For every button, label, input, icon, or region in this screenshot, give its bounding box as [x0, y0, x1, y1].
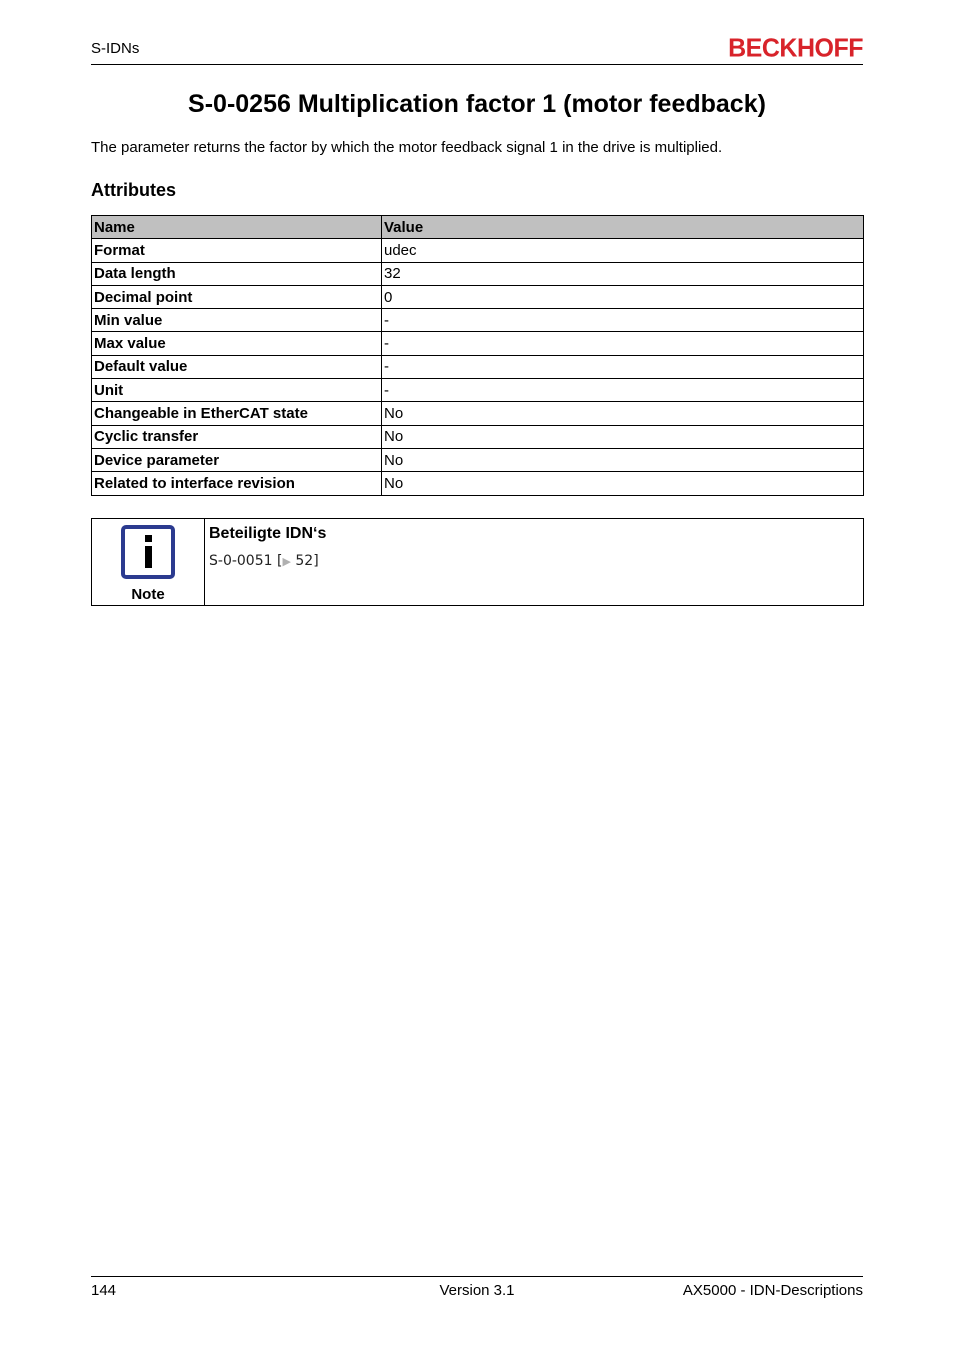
attribute-name: Changeable in EtherCAT state: [92, 402, 382, 425]
reference-idn-link[interactable]: S-0-0051: [209, 553, 273, 569]
attribute-value: -: [382, 355, 864, 378]
info-icon: [121, 525, 175, 579]
attribute-name: Unit: [92, 379, 382, 402]
page-title: S-0-0256 Multiplication factor 1 (motor feedback): [188, 90, 766, 118]
note-box: [91, 518, 864, 606]
page-number: 144: [91, 1282, 117, 1299]
version-label: Version 3.1: [439, 1282, 515, 1299]
attribute-value: -: [382, 379, 864, 402]
table-row: [92, 448, 864, 471]
note-title: Beteiligte IDN‘s: [209, 525, 327, 542]
section-name: S-IDNs: [91, 40, 140, 57]
attribute-value: No: [382, 402, 864, 425]
table-header-row: [92, 216, 864, 239]
attribute-name: Related to interface revision: [92, 472, 382, 495]
attribute-value: 0: [382, 285, 864, 308]
attribute-name: Device parameter: [92, 448, 382, 471]
attribute-name: Data length: [92, 262, 382, 285]
column-header-value: Value: [382, 216, 864, 239]
attributes-table: [91, 215, 864, 496]
table-row: [92, 355, 864, 378]
table-row: [92, 309, 864, 332]
beckhoff-logo: BECKHOFF: [728, 33, 863, 63]
table-row: [92, 402, 864, 425]
attribute-name: Default value: [92, 355, 382, 378]
page-header: [91, 33, 863, 65]
table-row: [92, 379, 864, 402]
attribute-value: udec: [382, 239, 864, 262]
column-header-name: Name: [92, 216, 382, 239]
attribute-value: No: [382, 425, 864, 448]
attribute-name: Format: [92, 239, 382, 262]
attribute-name: Decimal point: [92, 285, 382, 308]
attribute-name: Cyclic transfer: [92, 425, 382, 448]
table-row: [92, 332, 864, 355]
attribute-name: Max value: [92, 332, 382, 355]
table-row: [92, 425, 864, 448]
attribute-name: Min value: [92, 309, 382, 332]
page-arrow-icon: ▶: [282, 555, 291, 568]
table-row: [92, 285, 864, 308]
attribute-value: No: [382, 472, 864, 495]
note-reference: [209, 553, 319, 569]
attribute-value: -: [382, 309, 864, 332]
page-footer: [91, 1276, 863, 1307]
attributes-heading: Attributes: [91, 180, 176, 200]
document-name: AX5000 - IDN-Descriptions: [682, 1282, 863, 1299]
note-label: Note: [131, 586, 165, 603]
attribute-value: No: [382, 448, 864, 471]
reference-page-link[interactable]: 52: [295, 553, 314, 569]
note-icon-cell: [92, 519, 205, 605]
reference-bracket-open: [: [276, 553, 283, 569]
attribute-value: -: [382, 332, 864, 355]
attribute-value: 32: [382, 262, 864, 285]
table-row: [92, 262, 864, 285]
table-row: [92, 239, 864, 262]
reference-bracket-close: ]: [313, 553, 319, 569]
intro-text: The parameter returns the factor by which the motor feedback signal 1 in the drive is multiplied.: [91, 139, 723, 156]
table-row: [92, 472, 864, 495]
